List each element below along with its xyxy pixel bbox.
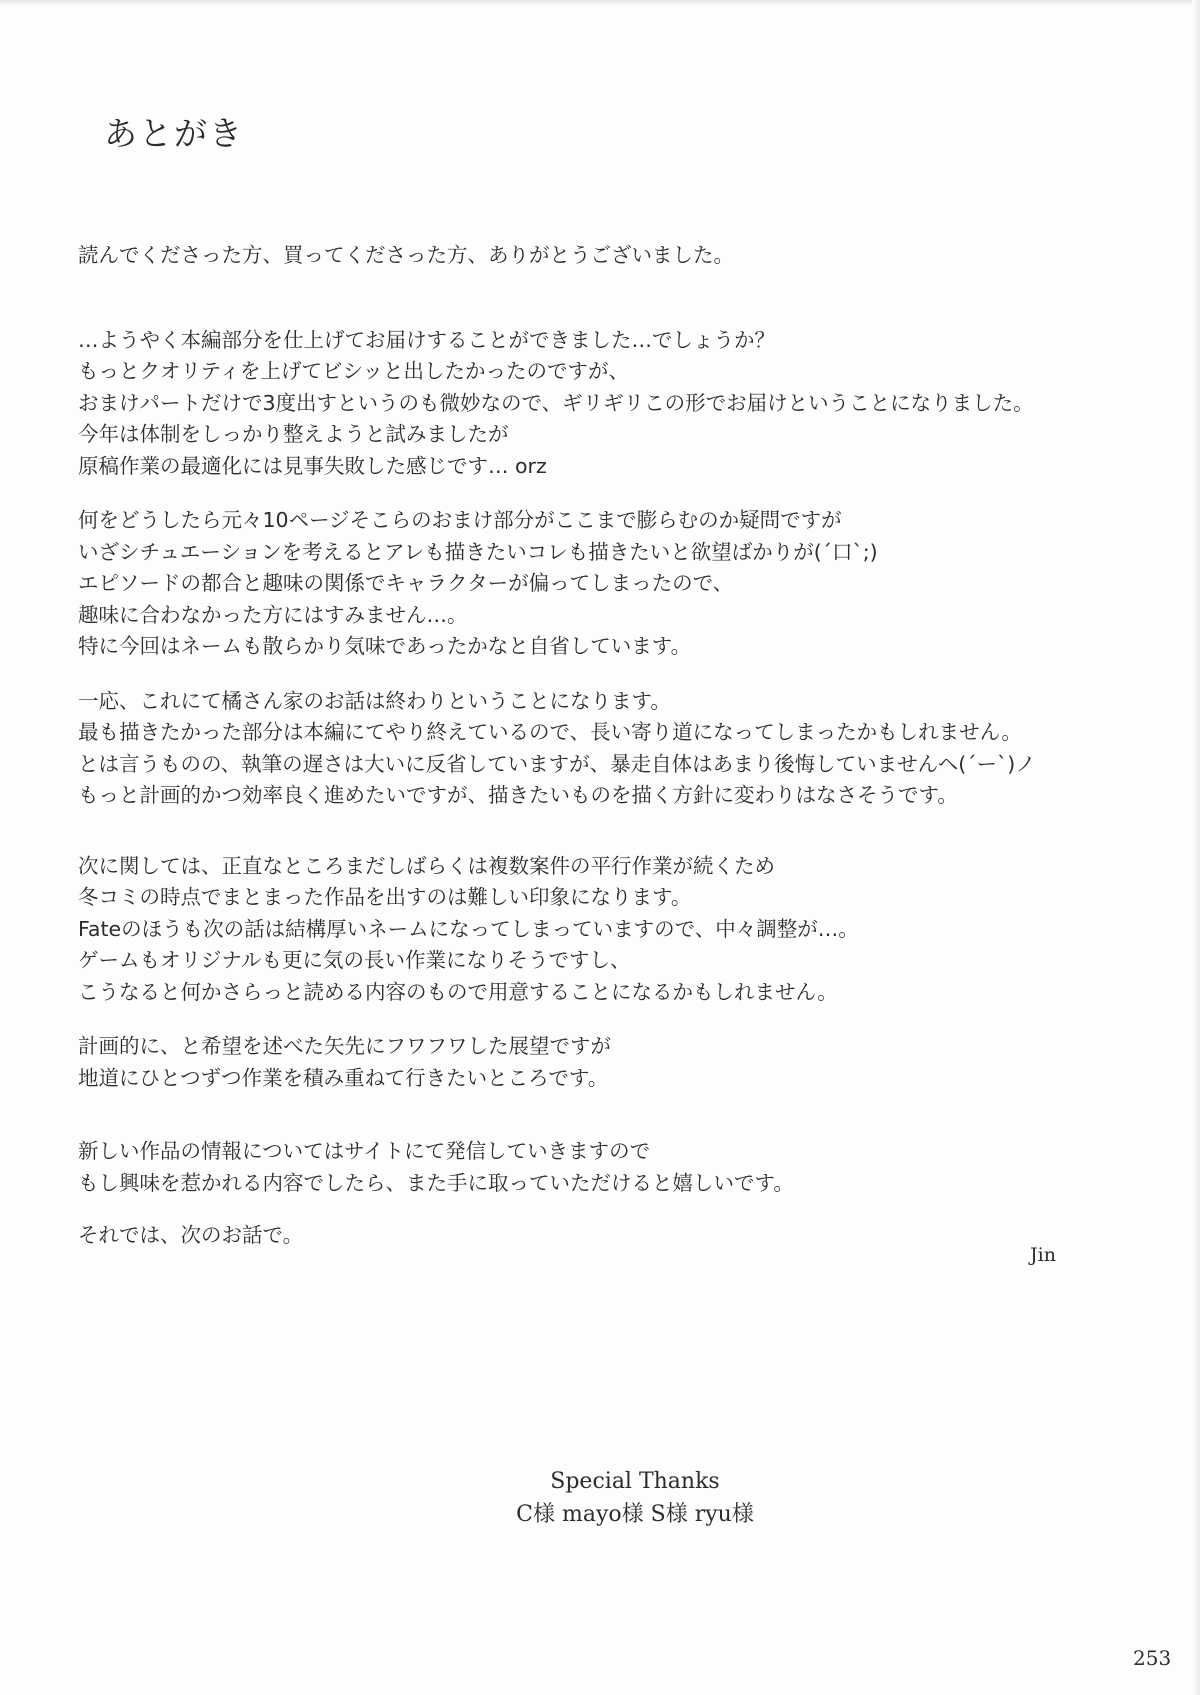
text-line: 冬コミの時点でまとまった作品を出すのは難しい印象になります。 — [78, 885, 692, 909]
text-line: それでは、次のお話で。 — [78, 1223, 304, 1247]
text-line: もっと計画的かつ効率良く進めたいですが、描きたいものを描く方針に変わりはなさそうです。 — [78, 783, 958, 807]
text-line: ゲームもオリジナルも更に気の長い作業になりそうですし、 — [78, 948, 631, 972]
text-line: もし興味を惹かれる内容でしたら、また手に取っていただけると嬉しいです。 — [78, 1170, 794, 1195]
text-line: 地道にひとつずつ作業を積み重ねて行きたいところです。 — [78, 1065, 609, 1090]
text-line: もっとクオリティを上げてビシッと出したかったのですが、 — [78, 359, 630, 383]
text-line: 特に今回はネームも散らかり気味であったかなと自省しています。 — [78, 634, 692, 658]
paragraph-8 — [78, 1220, 1118, 1252]
paragraph-7 — [78, 1136, 1118, 1199]
text-line: いざシチュエーションを考えるとアレも描きたいコレも描きたいと欲望ばかりが(´口`;) — [78, 539, 878, 564]
paragraph-5 — [78, 851, 1118, 1009]
paragraph-6 — [78, 1031, 1118, 1094]
text-line: 最も描きたかった部分は本編にてやり終えているので、長い寄り道になってしまったかもしれません。 — [78, 720, 1022, 744]
text-line: こうなると何かさらっと読める内容のもので用意することになるかもしれません。 — [78, 979, 838, 1004]
text-line: Fateのほうも次の話は結構厚いネームになってしまっていますので、中々調整が…。 — [78, 916, 859, 941]
text-line: 今年は体制をしっかり整えようと試みましたが — [78, 422, 509, 446]
text-line: おまけパートだけで3度出すというのも微妙なので、ギリギリこの形でお届けということになりました。 — [78, 390, 1034, 415]
text-line: 一応、これにて橘さん家のお話は終わりということになります。 — [78, 688, 671, 713]
text-line: 何をどうしたら元々10ページそこらのおまけ部分がここまで膨らむのか疑問ですが — [78, 508, 842, 532]
special-thanks — [0, 1465, 1200, 1531]
author-signature: Jin — [1030, 1244, 1056, 1266]
page-number: 253 — [1133, 1646, 1172, 1670]
page-title: あとがき — [104, 114, 244, 153]
special-thanks-heading: Special Thanks — [550, 1469, 720, 1494]
text-line: 趣味に合わなかった方にはすみません…。 — [78, 602, 468, 627]
scan-edge-right — [1192, 0, 1200, 1695]
text-line: 計画的に、と希望を述べた矢先にフワフワした展望ですが — [78, 1034, 611, 1058]
text-line: 新しい作品の情報についてはサイトにて発信していきますので — [78, 1139, 651, 1163]
scan-edge-top — [0, 0, 1200, 6]
text-line: 読んでくださった方、買ってくださった方、ありがとうございました。 — [78, 243, 734, 267]
paragraph-1 — [78, 240, 1118, 272]
special-thanks-names: C様 mayo様 S様 ryu様 — [516, 1502, 754, 1527]
paragraph-3 — [78, 505, 1118, 663]
text-line: 次に関しては、正直なところまだしばらくは複数案件の平行作業が続くため — [78, 853, 775, 878]
text-line: 原稿作業の最適化には見事失敗した感じです… orz — [78, 453, 547, 478]
paragraph-4 — [78, 686, 1118, 812]
afterword-body — [78, 240, 1118, 1252]
text-line: …ようやく本編部分を仕上げてお届けすることができました…でしょうか？ — [78, 327, 775, 352]
text-line: エピソードの都合と趣味の関係でキャラクターが偏ってしまったので、 — [78, 571, 734, 595]
text-line: とは言うものの、執筆の遅さは大いに反省していますが、暴走自体はあまり後悔していませんヘ(´ー`)ノ — [78, 751, 1036, 776]
paragraph-2 — [78, 325, 1118, 483]
